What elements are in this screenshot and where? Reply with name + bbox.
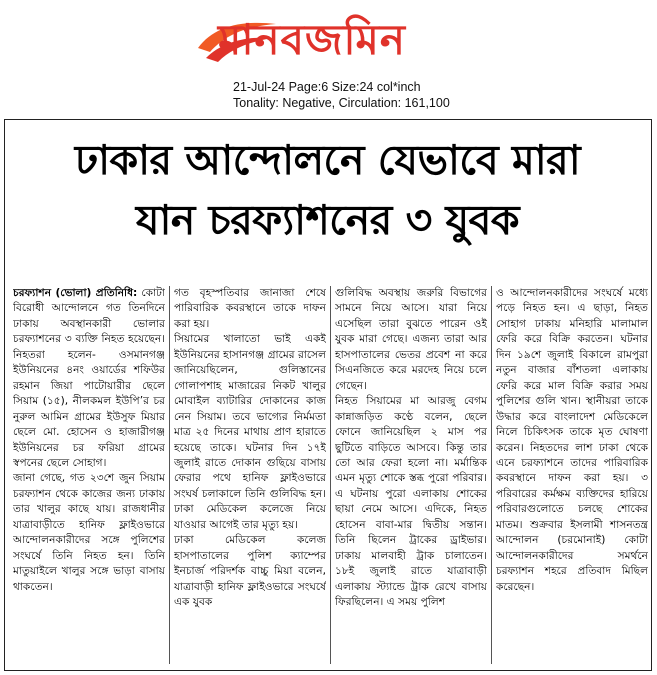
byline: চরফ্যাশন (ভোলা) প্রতিনিধি: [13, 287, 138, 299]
article-paragraph: ঢাকা মেডিকেল কলেজ হাসপাতালের পুলিশ ক্যাম্পের ইনচার্জ পরিদর্শক বাচ্চু মিয়া বলেন, যাত্রাবাড়ী হানিফ ফ্লাইওভারে সংঘর্ষে এক যুবক [174, 534, 326, 609]
article-paragraph [13, 286, 165, 471]
article-paragraph: ও আন্দোলনকারীদের সংঘর্ষে মধ্যে পড়ে নিহত হন। এ ছাড়া, নিহত সোহাগ ঢাকায় মনিহারি মালামাল ফেরি করে বিক্রি করতেন। ঘটনার দিন ১৯শে জুলাই বিকালে রামপুরা নতুন বাজার বাঁশতলা এলাকায় ফেরি করে মাল বিক্রি করার সময় পুলিশের গুলি খান। স্থানীয়রা তাকে উদ্ধার করে বাংলাদেশ মেডিকেলে নিলে চিকিৎসক তাকে মৃত ঘোষণা করেন। নিহতদের লাশ ঢাকা থেকে এনে চরফ্যাশনে তাদের পারিবারিক কবরস্থানে দাফন করা হয়। ৩ পরিবারের কর্মক্ষম ব্যক্তিদের হারিয়ে পরিবারগুলোতে চলছে শোকের মাতম। শুক্রবার ইসলামী শাসনতন্ত্র আন্দোলন (চরমোনাই) কোটা আন্দোলনকারীদের সমর্থনে চরফ্যাশন শহরে প্রতিবাদ মিছিল করেছেন। [496, 287, 648, 593]
clip-tonality-line: Tonality: Negative, Circulation: 161,100 [233, 96, 450, 110]
clip-date-line: 21-Jul-24 Page:6 Size:24 col*inch [233, 80, 421, 94]
news-clipping [4, 119, 652, 671]
article-column-4 [496, 286, 648, 664]
article-column-3 [335, 286, 487, 664]
column-divider [491, 286, 492, 664]
masthead [0, 0, 657, 118]
column-divider [330, 286, 331, 664]
column-divider [169, 286, 170, 664]
headline-line-1: ঢাকার আন্দোলনে যেভাবে মারা [74, 136, 581, 184]
article-paragraph: গত বৃহস্পতিবার জানাজা শেষে পারিবারিক কবরস্থানে তাকে দাফন করা হয়। [174, 287, 326, 330]
article-body [13, 286, 647, 666]
article-paragraph: সিয়ামের খালাতো ভাই একই ইউনিয়নের হাসানগঞ্জ গ্রামের রাসেল জানিয়েছিলেন, গুলিস্তানের গোলাপশাহ মাজারের নিকট খালুর মোবাইল ব্যাটারির দোকানের কাজ নেন সিয়াম। তবে ভাগ্যের নির্মমতা মাত্র ২৫ দিনের মাথায় প্রাণ হারাতে হয়েছে তাকে। ঘটনার দিন ১৭ই জুলাই রাতে দোকান গুছিয়ে বাসায় ফেরার পথে হানিফ ফ্লাইওভারে সংঘর্ষ চলাকালে তিনি গুলিবিদ্ধ হন। ঢাকা মেডিকেল কলেজে নিয়ে যাওয়ার আগেই তার মৃত্যু হয়। [174, 333, 326, 531]
headline-line-2: যান চরফ্যাশনের ৩ যুবক [135, 196, 520, 244]
article-column-2 [174, 286, 326, 664]
paragraph-text: কোটা বিরোধী আন্দোলনে গত তিনদিনে ঢাকায় অবস্থানকারী ভোলার চরফ্যাশনের ৩ ব্যক্তি নিহত হয়েছেন। নিহতরা হলেন- ওসমানগঞ্জ ইউনিয়নের ৪নং ওয়ার্ডের শফিউর রহমান জিয়া পাটোয়ারীর ছেলে সিয়াম (১৫), নীলকমল ইউপি’র চর নুরুল আমিন গ্রামের ইউসুফ মিয়ার ছেলে মো. হোসেন ও হাজারীগঞ্জ ইউনিয়নের চর ফরিয়া গ্রামের স্বপনের ছেলে সোহাগ। [13, 287, 165, 469]
article-paragraph: গুলিবিদ্ধ অবস্থায় জরুরি বিভাগের সামনে নিয়ে আসে। যারা নিয়ে এসেছিল তারা বুঝতে পারেন ওই যুবক মারা গেছে। এজন্য তারা আর হাসপাতালের ভেতর প্রবেশ না করে সিএনজিতে করে মরদেহ নিয়ে চলে গেছেন। [335, 287, 487, 392]
article-paragraph: জানা গেছে, গত ২৩শে জুন সিয়াম চরফ্যাশন থেকে কাজের জন্য ঢাকায় তার খালুর কাছে যায়। রাজধানীর যাত্রাবাড়ীতে হানিফ ফ্লাইওভারে আন্দোলনকারীদের সঙ্গে পুলিশের সংঘর্ষে তিনি নিহত হন। তিনি মাতুয়াইলে খালুর সঙ্গে ভাড়া বাসায় থাকতেন। [13, 472, 165, 593]
newspaper-logo: মানবজমিন [218, 15, 406, 64]
article-column-1 [13, 286, 165, 664]
article-paragraph: নিহত সিয়ামের মা আরজু বেগম কান্নাজড়িত কণ্ঠে বলেন, ছেলে ফোনে জানিয়েছিল ২ মাস পর ছুটিতে বাড়িতে আসবে। কিন্তু তার তো আর ফেরা হলো না। মর্মান্তিক এমন মৃত্যু শোকে স্তব্ধ পুরো পরিবার। এ ঘটনায় পুরো এলাকায় শোকের ছায়া নেমে আসে। এদিকে, নিহত হোসেন বাবা-মার দ্বিতীয় সন্তান। তিনি ছিলেন ট্রাকের ড্রাইভার। ঢাকায় মালবাহী ট্রাক চালাতেন। ১৮ই জুলাই রাতে যাত্রাবাড়ী এলাকায় স্ট্যান্ডে ট্রাক রেখে বাসায় ফিরছিলেন। এ সময় পুলিশ [335, 395, 487, 609]
